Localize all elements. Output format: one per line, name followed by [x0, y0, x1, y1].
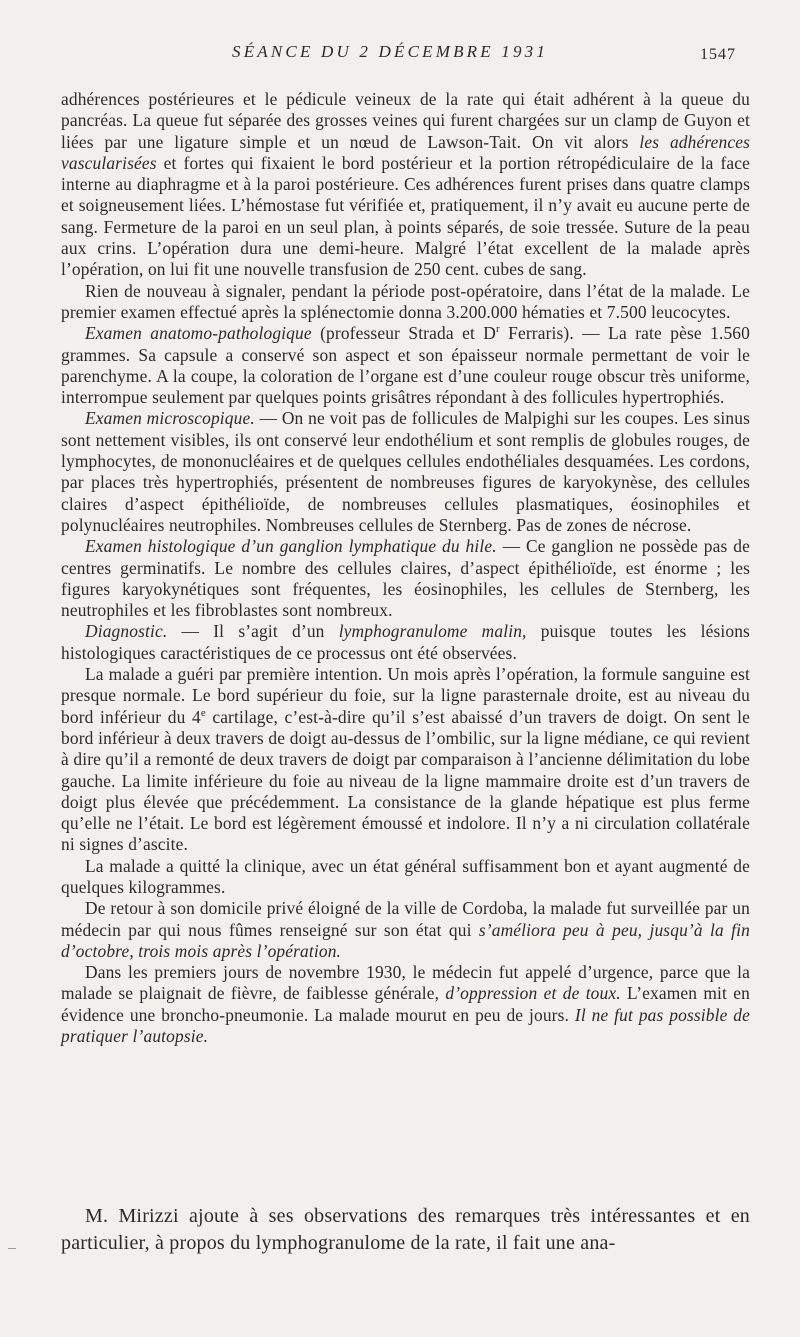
text-run: puisque toutes les lésions histologiques caractéristiques de ce processus ont été observées. [61, 621, 750, 663]
paragraph [61, 664, 750, 856]
paragraph [61, 962, 750, 1047]
paragraph [61, 408, 750, 536]
text-run: Ferraris). — La rate pèse 1.560 grammes. Sa capsule a conservé son aspect et son épaisseur normale permettant de voir le parenchyme. A la coupe, la coloration de l’organe est d’une couleur rouge obscur très uniforme, interrompue seulement par quelques points grisâtres répondant à des follicules hypertrophiés. [61, 323, 750, 408]
text-run: — Il s’agit d’un [167, 621, 339, 642]
italic-text: Il ne fut pas possible de pratiquer l’autopsie. [61, 1004, 751, 1047]
italic-text: Examen histologique d’un ganglion lymphatique du hile. [85, 536, 497, 557]
paragraph [61, 89, 750, 281]
italic-text: d’oppression et de toux. [445, 983, 621, 1004]
text-run: L’examen mit en évidence une broncho-pneumonie. La malade mourut en peu de jours. [61, 983, 750, 1025]
body-text [61, 89, 750, 1047]
page-number: 1547 [700, 46, 736, 63]
superscript: e [200, 706, 206, 719]
text-run: (professeur Strada et D [311, 323, 497, 344]
margin-mark [8, 1248, 16, 1249]
text-run: Dans les premiers jours de novembre 1930, le médecin fut appelé d’urgence, parce que la malade se plaignait de fièvre, de faiblesse générale, [61, 962, 750, 1004]
text-run: et fortes qui fixaient le bord postérieur et la portion rétropédiculaire de la face interne au diaphragme et à la paroi postérieure. Ces adhérences furent prises dans quatre clamps et soigneusement liées. L’hémostase fut vérifiée et, pratiquement, il n’y avait eu aucune perte de sang. Fermeture de la paroi en un seul plan, à points séparés, de soie tressée. Suture de la peau aux crins. L’opération dura une demi-heure. Malgré l’état excellent de la malade après l’opération, on lui fit une nouvelle transfusion de 250 cent. cubes de sang. [61, 152, 750, 280]
text-run: Rien de nouveau à signaler, pendant la période post-opératoire, dans l’état de la malade. Le premier examen effectué après la splénectomie donna 3.200.000 hématies et 7.500 leucocytes. [61, 280, 750, 322]
paragraph [61, 621, 750, 664]
paragraph [61, 856, 750, 899]
text-run: — On ne voit pas de follicules de Malpighi sur les coupes. Les sinus sont nettement visibles, ils ont conservé leur endothélium et sont remplis de globules rouges, de lymphocytes, de mononucléaires et de quelques cellules endothéliales desquamées. Les cordons, par places très hypertrophiés, présentent de nombreuses figures de karyokynèse, des cellules claires d’aspect épithélioïde, de nombreuses cellules plasmatiques, éosinophiles et polynucléaires neutrophiles. Nombreuses cellules de Sternberg. Pas de zones de nécrose. [61, 408, 750, 535]
italic-text: Examen microscopique. [85, 408, 255, 429]
text-run: — Ce ganglion ne possède pas de centres germinatifs. Le nombre des cellules claires, d’aspect épithélioïde, est énorme ; les figures karyokynétiques sont fréquentes, les éosinophiles, les cellules de Sternberg, les neutrophiles et les fibroblastes sont nombreux. [61, 536, 750, 621]
italic-text: lymphogranulome malin, [338, 621, 527, 642]
superscript: r [496, 323, 500, 336]
text-run: La malade a guéri par première intention. Un mois après l’opération, la formule sanguine est presque normale. Le bord supérieur du foie, sur la ligne parasternale droite, est au niveau du bord inférieur du 4 [61, 664, 750, 727]
italic-text: Diagnostic. [85, 621, 168, 642]
italic-text: les adhérences vascularisées [61, 131, 750, 173]
italic-text: s’améliora peu à peu, jusqu’à la fin d’octobre, trois mois après l’opération. [61, 919, 750, 961]
text-run: La malade a quitté la clinique, avec un état général suffisamment bon et ayant augmenté de quelques kilogrammes. [61, 855, 750, 897]
paragraph [61, 323, 750, 408]
paragraph [61, 281, 750, 324]
closing-paragraph: M. Mirizzi ajoute à ses observations des remarques très intéressantes et en particulier, à propos du lymphogranulome de la rate, il fait une ana- [61, 1205, 750, 1254]
paragraph [61, 898, 750, 962]
text-run: De retour à son domicile privé éloigné de la ville de Cordoba, la malade fut surveillée par un médecin par qui nous fûmes renseigné sur son état qui [61, 898, 750, 940]
text-run: cartilage, c’est-à-dire qu’il s’est abaissé d’un travers de doigt. On sent le bord inférieur à deux travers de doigt au-dessus de l’ombilic, sur la ligne médiane, ce qui revient à dire qu’il a remonté de deux travers de doigt par comparaison à l’ancienne délimitation du lobe gauche. La limite inférieure du foie au niveau de la ligne mammaire droite est d’un travers de doigt plus élevée que précédemment. La consistance de la glande hépatique est plus ferme qu’elle ne l’était. Le bord est légèrement émoussé et indolore. Il n’y a ni circulation collatérale ni signes d’ascite. [61, 706, 750, 855]
session-title: SÉANCE DU 2 DÉCEMBRE 1931 [232, 42, 549, 61]
closing-section [61, 1203, 750, 1257]
running-header [0, 42, 800, 68]
paragraph [61, 536, 750, 621]
italic-text: Examen anatomo-pathologique [85, 323, 312, 344]
text-run: adhérences postérieures et le pédicule veineux de la rate qui était adhérent à la queue du pancréas. La queue fut séparée des grosses veines qui furent chargées sur un clamp de Guyon et liées par une ligature simple et un nœud de Lawson-Tait. On vit alors [61, 89, 750, 152]
